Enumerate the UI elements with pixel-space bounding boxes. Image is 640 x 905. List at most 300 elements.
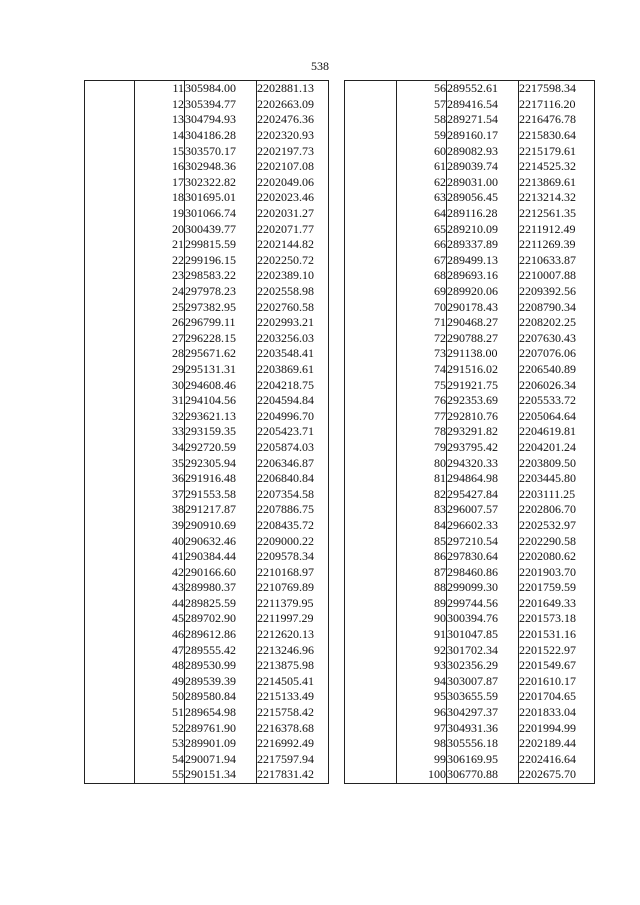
blank-cell bbox=[345, 471, 397, 487]
x-coordinate-cell: 289693.16 bbox=[447, 268, 519, 284]
y-coordinate-cell: 2208435.72 bbox=[257, 518, 329, 534]
blank-cell bbox=[85, 253, 135, 269]
y-coordinate-cell: 2213246.96 bbox=[257, 642, 329, 658]
blank-cell bbox=[345, 408, 397, 424]
y-coordinate-cell: 2217598.34 bbox=[519, 81, 595, 97]
y-coordinate-cell: 2217597.94 bbox=[257, 752, 329, 768]
x-coordinate-cell: 289039.74 bbox=[447, 159, 519, 175]
blank-cell bbox=[345, 253, 397, 269]
y-coordinate-cell: 2202558.98 bbox=[257, 284, 329, 300]
y-coordinate-cell: 2208202.25 bbox=[519, 315, 595, 331]
x-coordinate-cell: 289920.06 bbox=[447, 284, 519, 300]
y-coordinate-cell: 2201704.65 bbox=[519, 689, 595, 705]
point-number-cell: 96 bbox=[397, 705, 447, 721]
blank-cell bbox=[345, 284, 397, 300]
point-number-cell: 41 bbox=[135, 549, 185, 565]
y-coordinate-cell: 2203256.03 bbox=[257, 331, 329, 347]
x-coordinate-cell: 289160.17 bbox=[447, 128, 519, 144]
point-number-cell: 80 bbox=[397, 455, 447, 471]
y-coordinate-cell: 2202320.93 bbox=[257, 128, 329, 144]
point-number-cell: 69 bbox=[397, 284, 447, 300]
blank-cell bbox=[345, 237, 397, 253]
y-coordinate-cell: 2213875.98 bbox=[257, 658, 329, 674]
blank-cell bbox=[85, 128, 135, 144]
table-row bbox=[85, 580, 329, 596]
point-number-cell: 22 bbox=[135, 253, 185, 269]
y-coordinate-cell: 2210633.87 bbox=[519, 253, 595, 269]
blank-cell bbox=[345, 752, 397, 768]
table-row bbox=[345, 580, 595, 596]
table-row bbox=[85, 486, 329, 502]
x-coordinate-cell: 289580.84 bbox=[185, 689, 257, 705]
table-row bbox=[345, 284, 595, 300]
blank-cell bbox=[85, 502, 135, 518]
blank-cell bbox=[85, 424, 135, 440]
blank-cell bbox=[85, 206, 135, 222]
blank-cell bbox=[85, 767, 135, 783]
table-row bbox=[345, 611, 595, 627]
x-coordinate-cell: 301695.01 bbox=[185, 190, 257, 206]
blank-cell bbox=[85, 346, 135, 362]
table-row bbox=[85, 143, 329, 159]
table-row bbox=[85, 658, 329, 674]
blank-cell bbox=[85, 237, 135, 253]
x-coordinate-cell: 292305.94 bbox=[185, 455, 257, 471]
y-coordinate-cell: 2201610.17 bbox=[519, 674, 595, 690]
blank-cell bbox=[345, 596, 397, 612]
blank-cell bbox=[85, 752, 135, 768]
table-row bbox=[85, 128, 329, 144]
table-row bbox=[345, 736, 595, 752]
y-coordinate-cell: 2201833.04 bbox=[519, 705, 595, 721]
y-coordinate-cell: 2204218.75 bbox=[257, 377, 329, 393]
blank-cell bbox=[85, 486, 135, 502]
x-coordinate-cell: 300394.76 bbox=[447, 611, 519, 627]
table-row bbox=[85, 284, 329, 300]
y-coordinate-cell: 2207886.75 bbox=[257, 502, 329, 518]
table-row bbox=[345, 190, 595, 206]
y-coordinate-cell: 2202250.72 bbox=[257, 253, 329, 269]
x-coordinate-cell: 296799.11 bbox=[185, 315, 257, 331]
blank-cell bbox=[85, 549, 135, 565]
y-coordinate-cell: 2203445.80 bbox=[519, 471, 595, 487]
x-coordinate-cell: 291516.02 bbox=[447, 362, 519, 378]
x-coordinate-cell: 306169.95 bbox=[447, 752, 519, 768]
blank-cell bbox=[85, 518, 135, 534]
point-number-cell: 43 bbox=[135, 580, 185, 596]
blank-cell bbox=[85, 362, 135, 378]
point-number-cell: 32 bbox=[135, 408, 185, 424]
x-coordinate-cell: 291553.58 bbox=[185, 486, 257, 502]
x-coordinate-cell: 289654.98 bbox=[185, 705, 257, 721]
point-number-cell: 18 bbox=[135, 190, 185, 206]
table-row bbox=[345, 705, 595, 721]
point-number-cell: 12 bbox=[135, 97, 185, 113]
x-coordinate-cell: 289901.09 bbox=[185, 736, 257, 752]
blank-cell bbox=[345, 112, 397, 128]
blank-cell bbox=[85, 596, 135, 612]
y-coordinate-cell: 2213214.32 bbox=[519, 190, 595, 206]
x-coordinate-cell: 295427.84 bbox=[447, 486, 519, 502]
table-row bbox=[85, 471, 329, 487]
y-coordinate-cell: 2209392.56 bbox=[519, 284, 595, 300]
table-row bbox=[85, 346, 329, 362]
table-row bbox=[85, 705, 329, 721]
table-row bbox=[85, 175, 329, 191]
x-coordinate-cell: 289612.86 bbox=[185, 627, 257, 643]
y-coordinate-cell: 2210168.97 bbox=[257, 564, 329, 580]
table-row bbox=[345, 221, 595, 237]
point-number-cell: 17 bbox=[135, 175, 185, 191]
x-coordinate-cell: 293159.35 bbox=[185, 424, 257, 440]
point-number-cell: 33 bbox=[135, 424, 185, 440]
point-number-cell: 51 bbox=[135, 705, 185, 721]
y-coordinate-cell: 2201573.18 bbox=[519, 611, 595, 627]
table-row bbox=[85, 502, 329, 518]
x-coordinate-cell: 289416.54 bbox=[447, 97, 519, 113]
y-coordinate-cell: 2202290.58 bbox=[519, 533, 595, 549]
table-row bbox=[345, 627, 595, 643]
blank-cell bbox=[85, 580, 135, 596]
x-coordinate-cell: 303570.17 bbox=[185, 143, 257, 159]
blank-cell bbox=[85, 440, 135, 456]
table-row bbox=[85, 206, 329, 222]
x-coordinate-cell: 289825.59 bbox=[185, 596, 257, 612]
point-number-cell: 19 bbox=[135, 206, 185, 222]
y-coordinate-cell: 2214505.41 bbox=[257, 674, 329, 690]
y-coordinate-cell: 2208790.34 bbox=[519, 299, 595, 315]
blank-cell bbox=[85, 674, 135, 690]
blank-cell bbox=[85, 393, 135, 409]
table-row bbox=[85, 518, 329, 534]
table-row bbox=[85, 315, 329, 331]
blank-cell bbox=[345, 362, 397, 378]
table-row bbox=[345, 393, 595, 409]
table-row bbox=[85, 159, 329, 175]
coordinate-table-right bbox=[344, 80, 595, 784]
point-number-cell: 84 bbox=[397, 518, 447, 534]
table-row bbox=[345, 331, 595, 347]
y-coordinate-cell: 2201531.16 bbox=[519, 627, 595, 643]
point-number-cell: 90 bbox=[397, 611, 447, 627]
x-coordinate-cell: 301047.85 bbox=[447, 627, 519, 643]
x-coordinate-cell: 289702.90 bbox=[185, 611, 257, 627]
point-number-cell: 65 bbox=[397, 221, 447, 237]
point-number-cell: 21 bbox=[135, 237, 185, 253]
blank-cell bbox=[85, 611, 135, 627]
point-number-cell: 44 bbox=[135, 596, 185, 612]
y-coordinate-cell: 2202675.70 bbox=[519, 767, 595, 783]
y-coordinate-cell: 2205423.71 bbox=[257, 424, 329, 440]
point-number-cell: 42 bbox=[135, 564, 185, 580]
x-coordinate-cell: 289761.90 bbox=[185, 720, 257, 736]
x-coordinate-cell: 291921.75 bbox=[447, 377, 519, 393]
blank-cell bbox=[345, 315, 397, 331]
blank-cell bbox=[85, 736, 135, 752]
blank-cell bbox=[345, 440, 397, 456]
table-row bbox=[85, 81, 329, 97]
x-coordinate-cell: 291217.87 bbox=[185, 502, 257, 518]
blank-cell bbox=[345, 190, 397, 206]
blank-cell bbox=[345, 128, 397, 144]
x-coordinate-cell: 289552.61 bbox=[447, 81, 519, 97]
blank-cell bbox=[345, 424, 397, 440]
blank-cell bbox=[345, 502, 397, 518]
table-row bbox=[345, 206, 595, 222]
point-number-cell: 63 bbox=[397, 190, 447, 206]
x-coordinate-cell: 299744.56 bbox=[447, 596, 519, 612]
x-coordinate-cell: 298460.86 bbox=[447, 564, 519, 580]
x-coordinate-cell: 289539.39 bbox=[185, 674, 257, 690]
point-number-cell: 61 bbox=[397, 159, 447, 175]
point-number-cell: 24 bbox=[135, 284, 185, 300]
table-row bbox=[345, 237, 595, 253]
blank-cell bbox=[345, 533, 397, 549]
point-number-cell: 93 bbox=[397, 658, 447, 674]
x-coordinate-cell: 304297.37 bbox=[447, 705, 519, 721]
point-number-cell: 91 bbox=[397, 627, 447, 643]
table-row bbox=[85, 112, 329, 128]
blank-cell bbox=[85, 268, 135, 284]
point-number-cell: 68 bbox=[397, 268, 447, 284]
point-number-cell: 31 bbox=[135, 393, 185, 409]
blank-cell bbox=[85, 720, 135, 736]
y-coordinate-cell: 2215179.61 bbox=[519, 143, 595, 159]
coordinate-table-left bbox=[84, 80, 329, 784]
blank-cell bbox=[345, 549, 397, 565]
y-coordinate-cell: 2216992.49 bbox=[257, 736, 329, 752]
point-number-cell: 35 bbox=[135, 455, 185, 471]
table-row bbox=[85, 253, 329, 269]
table-row bbox=[345, 549, 595, 565]
x-coordinate-cell: 294608.46 bbox=[185, 377, 257, 393]
table-row bbox=[85, 440, 329, 456]
y-coordinate-cell: 2201649.33 bbox=[519, 596, 595, 612]
x-coordinate-cell: 297382.95 bbox=[185, 299, 257, 315]
y-coordinate-cell: 2214525.32 bbox=[519, 159, 595, 175]
x-coordinate-cell: 292810.76 bbox=[447, 408, 519, 424]
table-row bbox=[85, 564, 329, 580]
y-coordinate-cell: 2211379.95 bbox=[257, 596, 329, 612]
point-number-cell: 20 bbox=[135, 221, 185, 237]
blank-cell bbox=[345, 767, 397, 783]
table-row bbox=[85, 455, 329, 471]
y-coordinate-cell: 2202663.09 bbox=[257, 97, 329, 113]
point-number-cell: 37 bbox=[135, 486, 185, 502]
y-coordinate-cell: 2202993.21 bbox=[257, 315, 329, 331]
x-coordinate-cell: 290071.94 bbox=[185, 752, 257, 768]
x-coordinate-cell: 302948.36 bbox=[185, 159, 257, 175]
blank-cell bbox=[85, 564, 135, 580]
y-coordinate-cell: 2205874.03 bbox=[257, 440, 329, 456]
blank-cell bbox=[85, 190, 135, 206]
y-coordinate-cell: 2206840.84 bbox=[257, 471, 329, 487]
x-coordinate-cell: 304794.93 bbox=[185, 112, 257, 128]
point-number-cell: 46 bbox=[135, 627, 185, 643]
y-coordinate-cell: 2216476.78 bbox=[519, 112, 595, 128]
x-coordinate-cell: 289980.37 bbox=[185, 580, 257, 596]
point-number-cell: 100 bbox=[397, 767, 447, 783]
x-coordinate-cell: 301702.34 bbox=[447, 642, 519, 658]
y-coordinate-cell: 2215133.49 bbox=[257, 689, 329, 705]
point-number-cell: 59 bbox=[397, 128, 447, 144]
point-number-cell: 87 bbox=[397, 564, 447, 580]
point-number-cell: 34 bbox=[135, 440, 185, 456]
table-row bbox=[345, 533, 595, 549]
table-row bbox=[345, 362, 595, 378]
point-number-cell: 98 bbox=[397, 736, 447, 752]
x-coordinate-cell: 293621.13 bbox=[185, 408, 257, 424]
x-coordinate-cell: 299196.15 bbox=[185, 253, 257, 269]
point-number-cell: 72 bbox=[397, 331, 447, 347]
x-coordinate-cell: 294320.33 bbox=[447, 455, 519, 471]
y-coordinate-cell: 2203869.61 bbox=[257, 362, 329, 378]
table-row bbox=[345, 564, 595, 580]
table-row bbox=[85, 97, 329, 113]
y-coordinate-cell: 2215758.42 bbox=[257, 705, 329, 721]
y-coordinate-cell: 2203809.50 bbox=[519, 455, 595, 471]
x-coordinate-cell: 290384.44 bbox=[185, 549, 257, 565]
table-row bbox=[345, 128, 595, 144]
table-row bbox=[345, 720, 595, 736]
point-number-cell: 47 bbox=[135, 642, 185, 658]
y-coordinate-cell: 2202881.13 bbox=[257, 81, 329, 97]
table-row bbox=[85, 408, 329, 424]
y-coordinate-cell: 2210769.89 bbox=[257, 580, 329, 596]
point-number-cell: 29 bbox=[135, 362, 185, 378]
point-number-cell: 52 bbox=[135, 720, 185, 736]
point-number-cell: 74 bbox=[397, 362, 447, 378]
point-number-cell: 56 bbox=[397, 81, 447, 97]
blank-cell bbox=[345, 159, 397, 175]
table-row bbox=[345, 440, 595, 456]
y-coordinate-cell: 2201549.67 bbox=[519, 658, 595, 674]
blank-cell bbox=[85, 627, 135, 643]
blank-cell bbox=[345, 627, 397, 643]
x-coordinate-cell: 296602.33 bbox=[447, 518, 519, 534]
blank-cell bbox=[85, 315, 135, 331]
x-coordinate-cell: 289031.00 bbox=[447, 175, 519, 191]
x-coordinate-cell: 291916.48 bbox=[185, 471, 257, 487]
blank-cell bbox=[85, 689, 135, 705]
blank-cell bbox=[85, 408, 135, 424]
point-number-cell: 89 bbox=[397, 596, 447, 612]
point-number-cell: 39 bbox=[135, 518, 185, 534]
blank-cell bbox=[345, 564, 397, 580]
blank-cell bbox=[345, 377, 397, 393]
blank-cell bbox=[85, 455, 135, 471]
point-number-cell: 49 bbox=[135, 674, 185, 690]
y-coordinate-cell: 2202189.44 bbox=[519, 736, 595, 752]
y-coordinate-cell: 2202144.82 bbox=[257, 237, 329, 253]
point-number-cell: 70 bbox=[397, 299, 447, 315]
blank-cell bbox=[85, 471, 135, 487]
blank-cell bbox=[85, 705, 135, 721]
table-row bbox=[345, 596, 595, 612]
blank-cell bbox=[345, 674, 397, 690]
point-number-cell: 88 bbox=[397, 580, 447, 596]
x-coordinate-cell: 300439.77 bbox=[185, 221, 257, 237]
y-coordinate-cell: 2210007.88 bbox=[519, 268, 595, 284]
blank-cell bbox=[345, 658, 397, 674]
point-number-cell: 13 bbox=[135, 112, 185, 128]
table-row bbox=[345, 674, 595, 690]
table-row bbox=[85, 221, 329, 237]
point-number-cell: 58 bbox=[397, 112, 447, 128]
x-coordinate-cell: 296007.57 bbox=[447, 502, 519, 518]
point-number-cell: 14 bbox=[135, 128, 185, 144]
point-number-cell: 45 bbox=[135, 611, 185, 627]
y-coordinate-cell: 2204996.70 bbox=[257, 408, 329, 424]
y-coordinate-cell: 2201994.99 bbox=[519, 720, 595, 736]
x-coordinate-cell: 289056.45 bbox=[447, 190, 519, 206]
x-coordinate-cell: 302356.29 bbox=[447, 658, 519, 674]
point-number-cell: 53 bbox=[135, 736, 185, 752]
table-row bbox=[85, 642, 329, 658]
table-row bbox=[345, 253, 595, 269]
x-coordinate-cell: 305556.18 bbox=[447, 736, 519, 752]
table-row bbox=[85, 720, 329, 736]
x-coordinate-cell: 298583.22 bbox=[185, 268, 257, 284]
blank-cell bbox=[345, 736, 397, 752]
x-coordinate-cell: 290151.34 bbox=[185, 767, 257, 783]
table-row bbox=[345, 752, 595, 768]
table-row bbox=[85, 674, 329, 690]
table-row bbox=[345, 689, 595, 705]
table-row bbox=[85, 533, 329, 549]
coordinate-table-right-body bbox=[345, 81, 595, 784]
blank-cell bbox=[345, 720, 397, 736]
blank-cell bbox=[345, 143, 397, 159]
point-number-cell: 50 bbox=[135, 689, 185, 705]
blank-cell bbox=[345, 346, 397, 362]
point-number-cell: 16 bbox=[135, 159, 185, 175]
y-coordinate-cell: 2207630.43 bbox=[519, 331, 595, 347]
x-coordinate-cell: 290788.27 bbox=[447, 331, 519, 347]
blank-cell bbox=[85, 112, 135, 128]
blank-cell bbox=[345, 81, 397, 97]
y-coordinate-cell: 2202416.64 bbox=[519, 752, 595, 768]
table-row bbox=[85, 611, 329, 627]
y-coordinate-cell: 2217831.42 bbox=[257, 767, 329, 783]
blank-cell bbox=[345, 642, 397, 658]
blank-cell bbox=[345, 268, 397, 284]
point-number-cell: 66 bbox=[397, 237, 447, 253]
point-number-cell: 75 bbox=[397, 377, 447, 393]
y-coordinate-cell: 2206026.34 bbox=[519, 377, 595, 393]
y-coordinate-cell: 2202476.36 bbox=[257, 112, 329, 128]
blank-cell bbox=[345, 393, 397, 409]
table-row bbox=[345, 486, 595, 502]
y-coordinate-cell: 2202389.10 bbox=[257, 268, 329, 284]
table-row bbox=[345, 767, 595, 783]
y-coordinate-cell: 2206346.87 bbox=[257, 455, 329, 471]
y-coordinate-cell: 2207354.58 bbox=[257, 486, 329, 502]
point-number-cell: 94 bbox=[397, 674, 447, 690]
x-coordinate-cell: 290468.27 bbox=[447, 315, 519, 331]
point-number-cell: 28 bbox=[135, 346, 185, 362]
table-row bbox=[85, 331, 329, 347]
table-row bbox=[345, 471, 595, 487]
blank-cell bbox=[85, 377, 135, 393]
table-row bbox=[345, 658, 595, 674]
table-row bbox=[85, 268, 329, 284]
point-number-cell: 30 bbox=[135, 377, 185, 393]
y-coordinate-cell: 2217116.20 bbox=[519, 97, 595, 113]
point-number-cell: 60 bbox=[397, 143, 447, 159]
x-coordinate-cell: 289116.28 bbox=[447, 206, 519, 222]
y-coordinate-cell: 2202049.06 bbox=[257, 175, 329, 191]
